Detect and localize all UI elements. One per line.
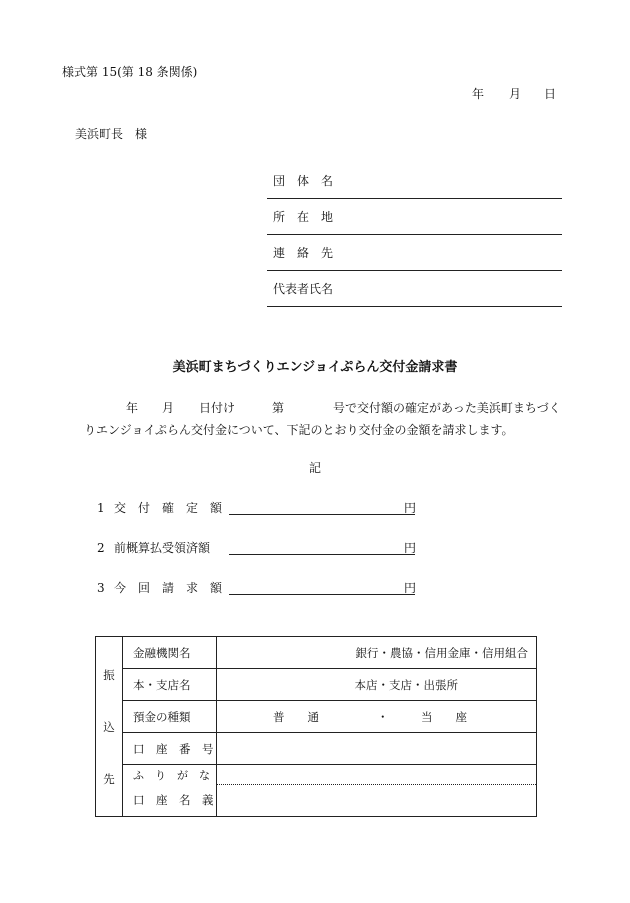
- amount-num-2: 2: [97, 541, 105, 555]
- label-branch-name: 本・支店名: [123, 669, 217, 701]
- bank-transfer-table: [95, 636, 537, 817]
- field-label-representative: 代表者氏名: [273, 282, 334, 296]
- field-line-address[interactable]: [267, 234, 562, 235]
- side-char-3: 先: [103, 771, 115, 786]
- field-line-organization[interactable]: [267, 198, 562, 199]
- addressee: 美浜町長 様: [75, 127, 148, 141]
- deposit-ordinary[interactable]: 普 通: [273, 709, 319, 724]
- body-line2: りエンジョイぷらん交付金について、下記のとおり交付金の金額を請求します。: [84, 423, 514, 437]
- body-line1-rest: 号で交付額の確定があった美浜町まちづく: [333, 401, 561, 415]
- label-bank-name: 金融機関名: [123, 637, 217, 669]
- label-furigana: ふ り が な: [123, 765, 217, 785]
- transfer-destination-label: [96, 637, 123, 817]
- label-account-number: 口 座 番 号: [123, 733, 217, 765]
- document-title: 美浜町まちづくりエンジョイぷらん交付金請求書: [172, 360, 458, 375]
- amount-unit-3: 円: [404, 581, 417, 595]
- label-deposit-type: 預金の種類: [123, 701, 217, 733]
- value-furigana[interactable]: [217, 765, 537, 785]
- ki-label: 記: [309, 461, 322, 475]
- date-day-label: 日: [544, 87, 557, 101]
- amount-num-3: 3: [97, 581, 105, 595]
- value-account-number[interactable]: [217, 733, 537, 765]
- side-char-2: 込: [103, 719, 115, 734]
- field-label-address: 所 在 地: [273, 210, 334, 224]
- label-account-holder: 口 座 名 義: [123, 785, 217, 817]
- deposit-current[interactable]: 当 座: [421, 709, 467, 724]
- amount-unit-1: 円: [404, 501, 417, 515]
- amount-line-request[interactable]: [229, 594, 415, 595]
- body-dated: 日付け: [199, 401, 236, 415]
- amount-label-confirmed: 交 付 確 定 額: [114, 501, 223, 515]
- field-line-contact[interactable]: [267, 270, 562, 271]
- body-month: 月: [162, 401, 175, 415]
- amount-num-1: 1: [97, 501, 105, 515]
- body-year: 年: [126, 401, 139, 415]
- amount-label-received: 前概算払受領済額: [114, 541, 211, 555]
- value-branch-name[interactable]: 本店・支店・出張所: [217, 669, 537, 701]
- field-label-contact: 連 絡 先: [273, 246, 334, 260]
- form-number: 様式第 15(第 18 条関係): [62, 65, 198, 79]
- deposit-separator: ・: [377, 709, 389, 724]
- body-dai: 第: [272, 401, 285, 415]
- amount-line-confirmed[interactable]: [229, 514, 415, 515]
- value-deposit-type[interactable]: [217, 701, 537, 733]
- field-line-representative[interactable]: [267, 306, 562, 307]
- amount-unit-2: 円: [404, 541, 417, 555]
- value-account-holder[interactable]: [217, 785, 537, 817]
- value-bank-name[interactable]: 銀行・農協・信用金庫・信用組合: [217, 637, 537, 669]
- amount-label-request: 今 回 請 求 額: [114, 581, 223, 595]
- field-label-organization: 団 体 名: [273, 174, 334, 188]
- date-year-label: 年: [472, 87, 485, 101]
- date-month-label: 月: [509, 87, 522, 101]
- side-char-1: 振: [103, 667, 115, 682]
- amount-line-received[interactable]: [229, 554, 415, 555]
